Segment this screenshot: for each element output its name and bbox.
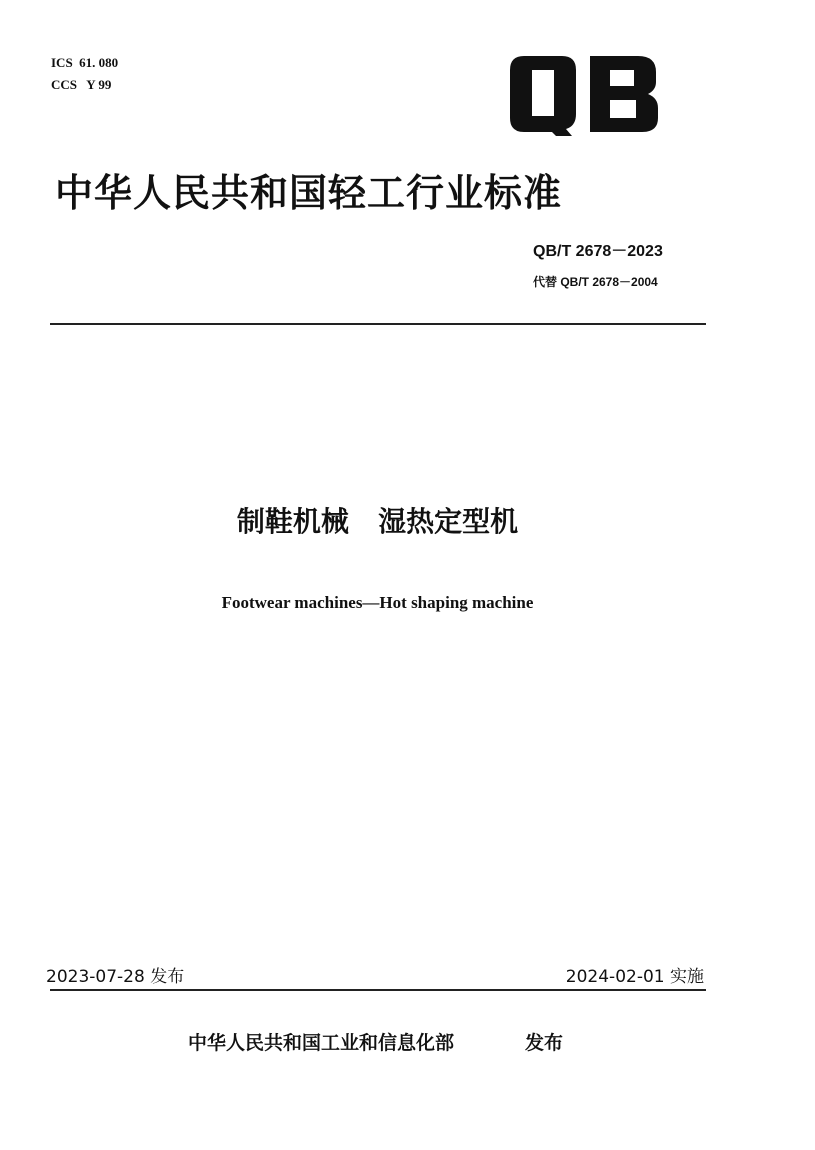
issue-action: 发布 xyxy=(525,1032,564,1054)
ics-code: ICS 61. 080 xyxy=(51,55,119,70)
implementation-date: 2024-02-01 实施 xyxy=(565,967,704,987)
bottom-divider xyxy=(50,989,706,991)
replaces-standard: 代替 QB/T 2678－2004 xyxy=(533,275,658,289)
org-title: 中华人民共和国轻工行业标准 xyxy=(55,171,563,215)
top-divider xyxy=(50,323,706,325)
issuing-authority: 中华人民共和国工业和信息化部 xyxy=(188,1032,455,1054)
document-title-english: Footwear machines—Hot shaping machine xyxy=(221,593,534,612)
classification-codes xyxy=(51,52,118,96)
issue-date: 2023-07-28 发布 xyxy=(46,967,185,987)
ccs-code: CCS Y 99 xyxy=(51,77,112,92)
qb-logo xyxy=(510,52,660,138)
document-title-chinese: 制鞋机械 湿热定型机 xyxy=(236,505,519,538)
standard-number: QB/T 2678－2023 xyxy=(533,243,663,260)
